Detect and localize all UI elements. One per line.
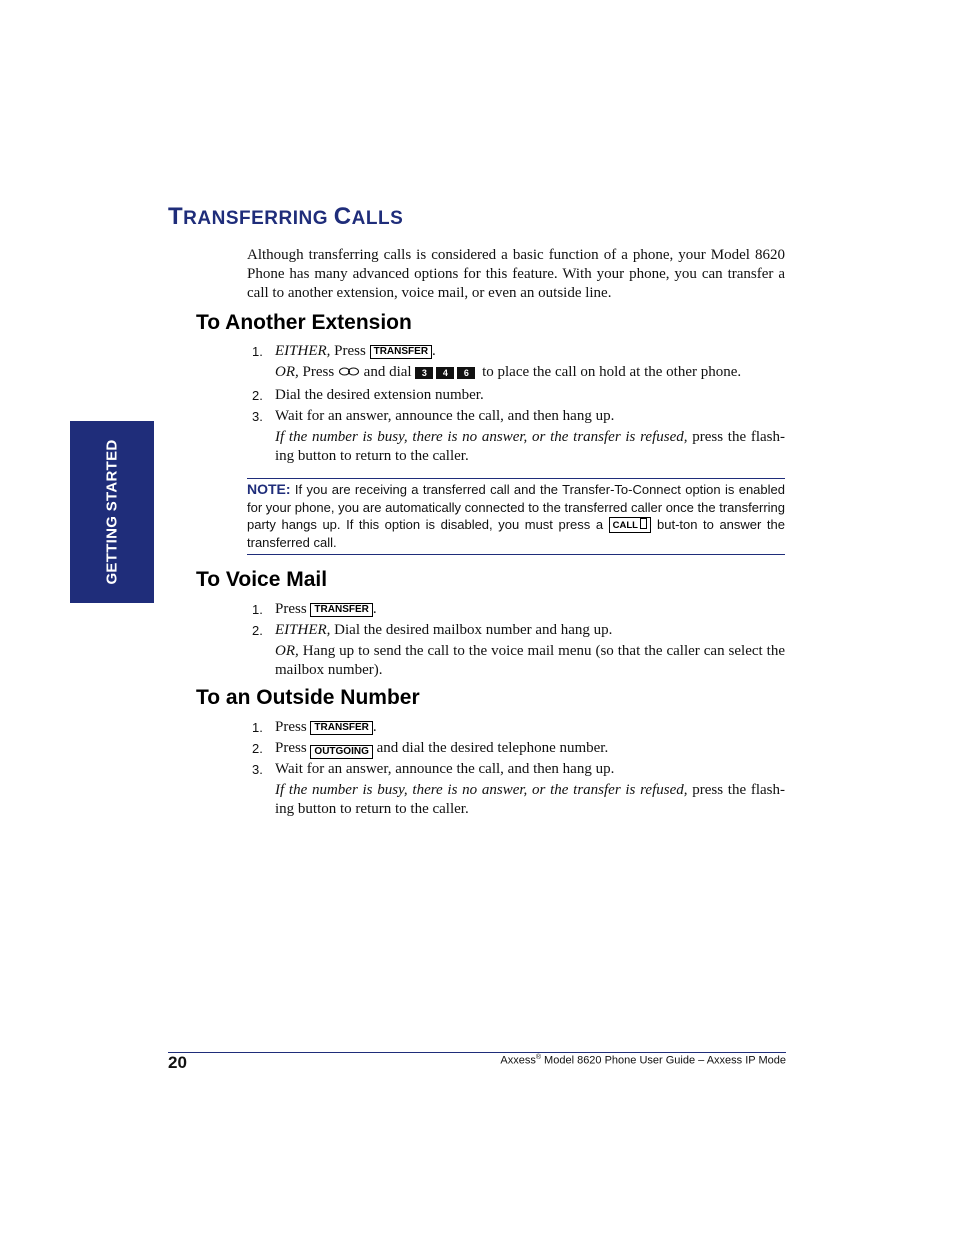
period: .: [372, 601, 377, 617]
side-tab-label: GETTING STARTED: [103, 439, 121, 585]
heading-outside-number: To an Outside Number: [196, 686, 420, 709]
side-tab: [70, 421, 154, 603]
voicemail-step-2: [252, 621, 785, 640]
step-text: Hang up to send the call to the voice mail menu (so that the caller can select the mailbox number).: [275, 643, 785, 678]
step-number: 1.: [252, 344, 263, 359]
note-box: [247, 481, 785, 551]
press-text: Press: [330, 343, 370, 359]
extension-step-2: [252, 386, 785, 405]
call-key[interactable]: [609, 517, 652, 533]
flash-instruction: press the flash-ing button to return to the caller.: [275, 782, 785, 817]
press-text: Press: [275, 740, 311, 756]
step-text: Wait for an answer, announce the call, and then hang up.: [275, 761, 615, 777]
press-text: Press: [298, 364, 338, 380]
outside-step-2: [252, 739, 785, 759]
title-word-2: ALLS: [351, 208, 404, 229]
footer-title: [500, 1054, 786, 1067]
note-text: If you are receiving a transferred call and the Transfer-To-Connect option is enabled for your phone, you are automatically connected to the transferred caller once the transferring party hangs up. If this option is disabled, you must press a: [247, 482, 785, 532]
period: .: [372, 719, 377, 735]
digit-key-3[interactable]: 3: [415, 367, 433, 379]
footer-brand: Axxess: [500, 1054, 536, 1067]
step-number: 2.: [252, 388, 263, 403]
extension-step-3-detail: [275, 428, 785, 466]
and-dial-text: and dial: [359, 364, 416, 380]
transfer-key[interactable]: TRANSFER: [310, 721, 372, 735]
intercom-icon[interactable]: [338, 364, 360, 383]
intro-paragraph: Although transferring calls is considered a basic function of a phone, your Model 8620 Phone has many advanced options for this feature. With your phone, you can transfer a call to another extension, voice mail, or even an outside line.: [247, 247, 785, 301]
flash-instruction: press the flash-ing button to return to the caller.: [275, 429, 785, 464]
outgoing-key[interactable]: OUTGOING: [310, 745, 372, 759]
outside-step-3: [252, 760, 785, 779]
title-initial-cap: T: [168, 203, 184, 230]
extension-step-1: [252, 342, 785, 361]
title-word-1: RANSFERRING: [183, 208, 334, 229]
or-label: OR,: [275, 364, 299, 380]
note-text-end: but-ton to answer the transferred call.: [247, 517, 785, 550]
step-number: 2.: [252, 623, 263, 638]
press-text: Press: [275, 719, 311, 735]
busy-condition: If the number is busy, there is no answer, or the transfer is refused,: [275, 782, 688, 798]
extension-step-1-or: [275, 363, 785, 383]
step-number: 3.: [252, 409, 263, 424]
step-number: 1.: [252, 720, 263, 735]
transfer-key[interactable]: TRANSFER: [370, 345, 432, 359]
footer-rule: [168, 1052, 786, 1053]
note-top-rule: [247, 478, 785, 479]
heading-another-extension: To Another Extension: [196, 311, 412, 334]
registered-mark: ®: [535, 1054, 541, 1061]
call-key-lamp-icon: [640, 518, 647, 529]
outside-step-3-detail: [275, 781, 785, 819]
or-label: OR,: [275, 643, 299, 659]
busy-condition: If the number is busy, there is no answer, or the transfer is refused,: [275, 429, 688, 445]
step-number: 1.: [252, 602, 263, 617]
step-text: and dial the desired telephone number.: [372, 740, 609, 756]
title-second-cap: C: [333, 203, 352, 230]
heading-voice-mail: To Voice Mail: [196, 568, 328, 591]
call-key-label: CALL: [612, 520, 638, 531]
footer-guide-title: Model 8620 Phone User Guide – Axxess IP Mode: [541, 1054, 786, 1067]
extension-step-3: [252, 407, 785, 426]
step-text: Wait for an answer, announce the call, and then hang up.: [275, 408, 615, 424]
transfer-key[interactable]: TRANSFER: [310, 603, 372, 617]
step-number: 3.: [252, 762, 263, 777]
step-text: Dial the desired extension number.: [275, 387, 484, 403]
either-label: EITHER,: [275, 343, 331, 359]
digit-key-6[interactable]: 6: [457, 367, 475, 379]
note-bottom-rule: [247, 554, 785, 555]
step-number: 2.: [252, 741, 263, 756]
period: .: [432, 343, 436, 359]
digit-key-4[interactable]: 4: [436, 367, 454, 379]
voicemail-step-2-or: [275, 642, 785, 680]
step-text: Dial the desired mailbox number and hang up.: [330, 622, 613, 638]
outside-step-1: [252, 718, 785, 737]
section-title: [168, 203, 403, 231]
voicemail-step-1: [252, 600, 785, 619]
page-number: 20: [168, 1053, 187, 1072]
press-text: Press: [275, 601, 311, 617]
either-label: EITHER,: [275, 622, 331, 638]
note-label: NOTE:: [247, 481, 291, 497]
hold-text: to place the call on hold at the other phone.: [482, 364, 742, 380]
